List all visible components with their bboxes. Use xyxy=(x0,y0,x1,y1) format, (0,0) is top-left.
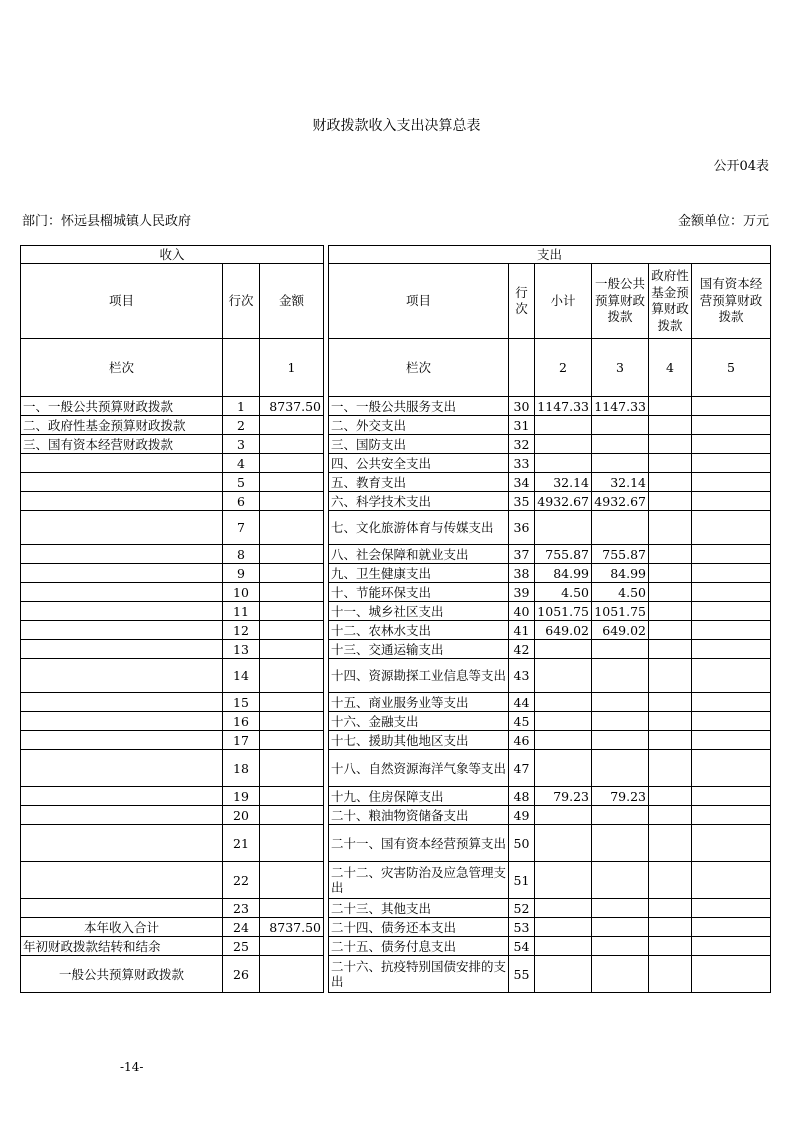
income-row-no-cell: 15 xyxy=(223,693,260,712)
state-capital-cell xyxy=(692,435,771,454)
gov-fund-cell xyxy=(649,545,692,564)
subtotal-cell xyxy=(535,937,592,956)
subtotal-cell: 1051.75 xyxy=(535,602,592,621)
expense-item-cell: 十六、金融支出 xyxy=(329,712,509,731)
state-capital-cell xyxy=(692,621,771,640)
expense-item-cell: 二十四、债务还本支出 xyxy=(329,918,509,937)
income-item-cell xyxy=(21,806,223,825)
gov-fund-cell xyxy=(649,640,692,659)
gov-fund-cell xyxy=(649,937,692,956)
expense-item-cell: 四、公共安全支出 xyxy=(329,454,509,473)
expense-column-index-label: 栏次 xyxy=(329,339,509,397)
table-row xyxy=(21,693,771,712)
state-capital-cell xyxy=(692,899,771,918)
column-index-2: 2 xyxy=(535,339,592,397)
gov-fund-cell xyxy=(649,750,692,787)
general-budget-cell xyxy=(592,511,649,545)
expense-row-no-cell: 49 xyxy=(509,806,535,825)
income-item-cell xyxy=(21,899,223,918)
gov-fund-cell xyxy=(649,825,692,862)
income-item-cell xyxy=(21,583,223,602)
state-capital-cell xyxy=(692,602,771,621)
subtotal-cell: 79.23 xyxy=(535,787,592,806)
general-budget-cell xyxy=(592,956,649,993)
income-item-cell xyxy=(21,731,223,750)
column-index-1: 1 xyxy=(260,339,324,397)
income-amount-header: 金额 xyxy=(260,264,324,339)
income-amount-cell xyxy=(260,787,324,806)
expense-row-no-cell: 31 xyxy=(509,416,535,435)
expense-row-no-cell: 52 xyxy=(509,899,535,918)
gov-fund-header: 政府性基金预算财政拨款 xyxy=(649,264,692,339)
income-amount-cell xyxy=(260,956,324,993)
expense-row-no-cell: 33 xyxy=(509,454,535,473)
income-item-cell: 一、一般公共预算财政拨款 xyxy=(21,397,223,416)
table-row xyxy=(21,602,771,621)
income-item-cell: 三、国有资本经营财政拨款 xyxy=(21,435,223,454)
income-amount-cell xyxy=(260,583,324,602)
income-row-no-cell: 17 xyxy=(223,731,260,750)
state-capital-cell xyxy=(692,564,771,583)
gov-fund-cell xyxy=(649,693,692,712)
subtotal-cell xyxy=(535,640,592,659)
gov-fund-cell xyxy=(649,621,692,640)
gov-fund-cell xyxy=(649,659,692,693)
income-row-no-cell: 16 xyxy=(223,712,260,731)
expense-row-no-cell: 48 xyxy=(509,787,535,806)
income-item-cell xyxy=(21,473,223,492)
state-capital-cell xyxy=(692,693,771,712)
income-row-no-cell: 5 xyxy=(223,473,260,492)
expense-item-cell: 十九、住房保障支出 xyxy=(329,787,509,806)
expense-item-cell: 十四、资源勘探工业信息等支出 xyxy=(329,659,509,693)
report-title: 财政拨款收入支出决算总表 xyxy=(312,118,481,134)
income-item-cell xyxy=(21,712,223,731)
general-budget-cell xyxy=(592,435,649,454)
income-amount-cell xyxy=(260,416,324,435)
general-budget-cell xyxy=(592,659,649,693)
subtotal-cell xyxy=(535,416,592,435)
expense-item-cell: 六、科学技术支出 xyxy=(329,492,509,511)
income-amount-cell: 8737.50 xyxy=(260,918,324,937)
subtotal-header: 小计 xyxy=(535,264,592,339)
header-row xyxy=(21,264,771,339)
expense-item-header: 项目 xyxy=(329,264,509,339)
expense-item-cell: 十二、农林水支出 xyxy=(329,621,509,640)
income-amount-cell xyxy=(260,545,324,564)
subtotal-cell xyxy=(535,956,592,993)
expense-row-no-cell: 50 xyxy=(509,825,535,862)
subtotal-cell xyxy=(535,454,592,473)
income-item-cell: 一般公共预算财政拨款 xyxy=(21,956,223,993)
table-row xyxy=(21,473,771,492)
state-capital-cell xyxy=(692,492,771,511)
expense-row-no-cell: 30 xyxy=(509,397,535,416)
income-item-header: 项目 xyxy=(21,264,223,339)
state-capital-cell xyxy=(692,806,771,825)
expense-row-no-cell: 32 xyxy=(509,435,535,454)
state-capital-cell xyxy=(692,583,771,602)
income-row-no-cell: 18 xyxy=(223,750,260,787)
table-row xyxy=(21,640,771,659)
expense-item-cell: 十七、援助其他地区支出 xyxy=(329,731,509,750)
department-label: 部门：怀远县榴城镇人民政府 xyxy=(22,214,192,229)
income-amount-cell xyxy=(260,712,324,731)
general-budget-cell xyxy=(592,862,649,899)
income-item-cell: 本年收入合计 xyxy=(21,918,223,937)
income-row-no-cell: 22 xyxy=(223,862,260,899)
expense-row-no-cell: 36 xyxy=(509,511,535,545)
table-row xyxy=(21,416,771,435)
income-header: 收入 xyxy=(21,246,324,264)
income-row-no-cell: 9 xyxy=(223,564,260,583)
income-row-no-cell: 2 xyxy=(223,416,260,435)
income-row-no-cell: 7 xyxy=(223,511,260,545)
general-budget-cell xyxy=(592,712,649,731)
income-row-no-cell: 1 xyxy=(223,397,260,416)
expense-item-cell: 二、外交支出 xyxy=(329,416,509,435)
gov-fund-cell xyxy=(649,918,692,937)
income-item-cell xyxy=(21,825,223,862)
gov-fund-cell xyxy=(649,397,692,416)
gov-fund-cell xyxy=(649,473,692,492)
income-amount-cell xyxy=(260,492,324,511)
table-body xyxy=(21,397,771,993)
general-budget-cell xyxy=(592,806,649,825)
state-capital-cell xyxy=(692,454,771,473)
expense-item-cell: 八、社会保障和就业支出 xyxy=(329,545,509,564)
state-capital-cell xyxy=(692,731,771,750)
table-row xyxy=(21,825,771,862)
income-amount-cell: 8737.50 xyxy=(260,397,324,416)
general-budget-cell: 79.23 xyxy=(592,787,649,806)
expense-item-cell: 九、卫生健康支出 xyxy=(329,564,509,583)
expense-item-cell: 五、教育支出 xyxy=(329,473,509,492)
expense-row-no-cell: 42 xyxy=(509,640,535,659)
general-budget-cell: 1147.33 xyxy=(592,397,649,416)
income-item-cell xyxy=(21,511,223,545)
gov-fund-cell xyxy=(649,435,692,454)
state-capital-cell xyxy=(692,640,771,659)
state-capital-cell xyxy=(692,712,771,731)
expense-row-no-cell: 51 xyxy=(509,862,535,899)
income-item-cell xyxy=(21,492,223,511)
general-budget-cell xyxy=(592,825,649,862)
state-capital-cell xyxy=(692,545,771,564)
general-budget-cell: 32.14 xyxy=(592,473,649,492)
expense-row-no-cell: 46 xyxy=(509,731,535,750)
expense-row-no-cell: 35 xyxy=(509,492,535,511)
general-budget-cell xyxy=(592,693,649,712)
expense-item-cell: 二十五、债务付息支出 xyxy=(329,937,509,956)
column-index-5: 5 xyxy=(692,339,771,397)
state-capital-cell xyxy=(692,473,771,492)
gov-fund-cell xyxy=(649,564,692,583)
table-row xyxy=(21,659,771,693)
subtotal-cell: 32.14 xyxy=(535,473,592,492)
expense-row-no-cell: 43 xyxy=(509,659,535,693)
income-row-no-cell: 12 xyxy=(223,621,260,640)
table-row xyxy=(21,899,771,918)
general-budget-cell xyxy=(592,731,649,750)
gov-fund-cell xyxy=(649,492,692,511)
expense-item-cell: 二十二、灾害防治及应急管理支出 xyxy=(329,862,509,899)
gov-fund-cell xyxy=(649,511,692,545)
gov-fund-cell xyxy=(649,416,692,435)
column-index-blank xyxy=(509,339,535,397)
general-budget-cell xyxy=(592,454,649,473)
column-index-blank xyxy=(223,339,260,397)
income-amount-cell xyxy=(260,602,324,621)
expense-row-no-header: 行次 xyxy=(509,264,535,339)
state-capital-cell xyxy=(692,750,771,787)
table-row xyxy=(21,511,771,545)
general-budget-cell xyxy=(592,899,649,918)
income-amount-cell xyxy=(260,473,324,492)
table-row xyxy=(21,918,771,937)
income-row-no-cell: 26 xyxy=(223,956,260,993)
income-row-no-cell: 10 xyxy=(223,583,260,602)
expense-item-cell: 一、一般公共服务支出 xyxy=(329,397,509,416)
income-row-no-cell: 24 xyxy=(223,918,260,937)
subtotal-cell xyxy=(535,693,592,712)
subtotal-cell: 1147.33 xyxy=(535,397,592,416)
subtotal-cell xyxy=(535,862,592,899)
state-capital-cell xyxy=(692,918,771,937)
income-amount-cell xyxy=(260,825,324,862)
expense-item-cell: 十八、自然资源海洋气象等支出 xyxy=(329,750,509,787)
income-amount-cell xyxy=(260,899,324,918)
expense-item-cell: 七、文化旅游体育与传媒支出 xyxy=(329,511,509,545)
expense-item-cell: 二十、粮油物资储备支出 xyxy=(329,806,509,825)
gov-fund-cell xyxy=(649,899,692,918)
table-row xyxy=(21,862,771,899)
expense-item-cell: 二十六、抗疫特别国债安排的支出 xyxy=(329,956,509,993)
income-amount-cell xyxy=(260,564,324,583)
table-row xyxy=(21,806,771,825)
income-amount-cell xyxy=(260,640,324,659)
table-row xyxy=(21,545,771,564)
income-row-no-cell: 13 xyxy=(223,640,260,659)
subtotal-cell xyxy=(535,659,592,693)
table-row xyxy=(21,731,771,750)
gov-fund-cell xyxy=(649,806,692,825)
gov-fund-cell xyxy=(649,862,692,899)
state-capital-cell xyxy=(692,787,771,806)
expense-row-no-cell: 37 xyxy=(509,545,535,564)
column-index-4: 4 xyxy=(649,339,692,397)
table-row xyxy=(21,712,771,731)
expense-row-no-cell: 53 xyxy=(509,918,535,937)
income-amount-cell xyxy=(260,659,324,693)
state-capital-cell xyxy=(692,937,771,956)
general-budget-cell xyxy=(592,750,649,787)
state-capital-cell xyxy=(692,956,771,993)
expense-item-cell: 二十一、国有资本经营预算支出 xyxy=(329,825,509,862)
income-item-cell xyxy=(21,787,223,806)
table-row xyxy=(21,454,771,473)
table-row xyxy=(21,435,771,454)
general-budget-cell: 1051.75 xyxy=(592,602,649,621)
subtotal-cell: 4932.67 xyxy=(535,492,592,511)
general-budget-cell xyxy=(592,937,649,956)
income-row-no-header: 行次 xyxy=(223,264,260,339)
income-row-no-cell: 25 xyxy=(223,937,260,956)
income-amount-cell xyxy=(260,937,324,956)
general-budget-cell: 4.50 xyxy=(592,583,649,602)
expense-item-cell: 十三、交通运输支出 xyxy=(329,640,509,659)
subtotal-cell: 649.02 xyxy=(535,621,592,640)
state-capital-cell xyxy=(692,416,771,435)
income-row-no-cell: 21 xyxy=(223,825,260,862)
column-index-label: 栏次 xyxy=(21,339,223,397)
general-budget-cell: 84.99 xyxy=(592,564,649,583)
state-capital-cell xyxy=(692,825,771,862)
subtotal-cell xyxy=(535,731,592,750)
column-index-3: 3 xyxy=(592,339,649,397)
income-amount-cell xyxy=(260,862,324,899)
income-item-cell xyxy=(21,659,223,693)
income-row-no-cell: 23 xyxy=(223,899,260,918)
income-item-cell xyxy=(21,621,223,640)
expense-row-no-cell: 44 xyxy=(509,693,535,712)
subtotal-cell xyxy=(535,806,592,825)
column-index-row xyxy=(21,339,771,397)
general-budget-cell xyxy=(592,640,649,659)
expense-row-no-cell: 55 xyxy=(509,956,535,993)
expense-row-no-cell: 41 xyxy=(509,621,535,640)
gov-fund-cell xyxy=(649,787,692,806)
gov-fund-cell xyxy=(649,731,692,750)
income-row-no-cell: 6 xyxy=(223,492,260,511)
general-budget-cell xyxy=(592,918,649,937)
income-amount-cell xyxy=(260,621,324,640)
subtotal-cell xyxy=(535,899,592,918)
income-amount-cell xyxy=(260,435,324,454)
income-item-cell xyxy=(21,564,223,583)
table-row xyxy=(21,937,771,956)
general-budget-header: 一般公共预算财政拨款 xyxy=(592,264,649,339)
table-row xyxy=(21,564,771,583)
income-item-cell xyxy=(21,640,223,659)
income-amount-cell xyxy=(260,750,324,787)
general-budget-cell: 4932.67 xyxy=(592,492,649,511)
state-capital-cell xyxy=(692,659,771,693)
expense-item-cell: 十一、城乡社区支出 xyxy=(329,602,509,621)
expense-row-no-cell: 38 xyxy=(509,564,535,583)
expense-header: 支出 xyxy=(329,246,771,264)
expense-row-no-cell: 40 xyxy=(509,602,535,621)
expense-item-cell: 三、国防支出 xyxy=(329,435,509,454)
table-row xyxy=(21,787,771,806)
subtotal-cell xyxy=(535,712,592,731)
subtotal-cell xyxy=(535,750,592,787)
state-capital-header: 国有资本经营预算财政拨款 xyxy=(692,264,771,339)
income-item-cell xyxy=(21,545,223,564)
expense-item-cell: 十、节能环保支出 xyxy=(329,583,509,602)
state-capital-cell xyxy=(692,511,771,545)
income-item-cell: 年初财政拨款结转和结余 xyxy=(21,937,223,956)
income-row-no-cell: 20 xyxy=(223,806,260,825)
income-row-no-cell: 4 xyxy=(223,454,260,473)
page-number: -14- xyxy=(120,1060,144,1074)
subtotal-cell xyxy=(535,511,592,545)
subtotal-cell: 84.99 xyxy=(535,564,592,583)
income-row-no-cell: 14 xyxy=(223,659,260,693)
subtotal-cell: 4.50 xyxy=(535,583,592,602)
income-item-cell: 二、政府性基金预算财政拨款 xyxy=(21,416,223,435)
table-row xyxy=(21,621,771,640)
expense-row-no-cell: 39 xyxy=(509,583,535,602)
table-row xyxy=(21,750,771,787)
general-budget-cell xyxy=(592,416,649,435)
table-row xyxy=(21,583,771,602)
form-code: 公开04表 xyxy=(713,159,769,174)
income-amount-cell xyxy=(260,731,324,750)
income-item-cell xyxy=(21,693,223,712)
income-row-no-cell: 19 xyxy=(223,787,260,806)
income-item-cell xyxy=(21,750,223,787)
income-row-no-cell: 11 xyxy=(223,602,260,621)
income-amount-cell xyxy=(260,693,324,712)
expense-row-no-cell: 47 xyxy=(509,750,535,787)
income-item-cell xyxy=(21,602,223,621)
expense-row-no-cell: 34 xyxy=(509,473,535,492)
expense-row-no-cell: 54 xyxy=(509,937,535,956)
general-budget-cell: 649.02 xyxy=(592,621,649,640)
expense-item-cell: 二十三、其他支出 xyxy=(329,899,509,918)
expense-item-cell: 十五、商业服务业等支出 xyxy=(329,693,509,712)
subtotal-cell xyxy=(535,435,592,454)
expense-row-no-cell: 45 xyxy=(509,712,535,731)
header-group-row xyxy=(21,246,771,264)
gov-fund-cell xyxy=(649,602,692,621)
budget-summary-table xyxy=(20,245,771,993)
table-row xyxy=(21,397,771,416)
income-amount-cell xyxy=(260,806,324,825)
income-item-cell xyxy=(21,862,223,899)
subtotal-cell: 755.87 xyxy=(535,545,592,564)
gov-fund-cell xyxy=(649,583,692,602)
state-capital-cell xyxy=(692,862,771,899)
amount-unit-label: 金额单位：万元 xyxy=(677,214,769,229)
income-row-no-cell: 3 xyxy=(223,435,260,454)
table-row xyxy=(21,492,771,511)
state-capital-cell xyxy=(692,397,771,416)
gov-fund-cell xyxy=(649,712,692,731)
subtotal-cell xyxy=(535,825,592,862)
subtotal-cell xyxy=(535,918,592,937)
general-budget-cell: 755.87 xyxy=(592,545,649,564)
table-row xyxy=(21,956,771,993)
income-row-no-cell: 8 xyxy=(223,545,260,564)
gov-fund-cell xyxy=(649,956,692,993)
income-amount-cell xyxy=(260,511,324,545)
gov-fund-cell xyxy=(649,454,692,473)
income-amount-cell xyxy=(260,454,324,473)
income-item-cell xyxy=(21,454,223,473)
